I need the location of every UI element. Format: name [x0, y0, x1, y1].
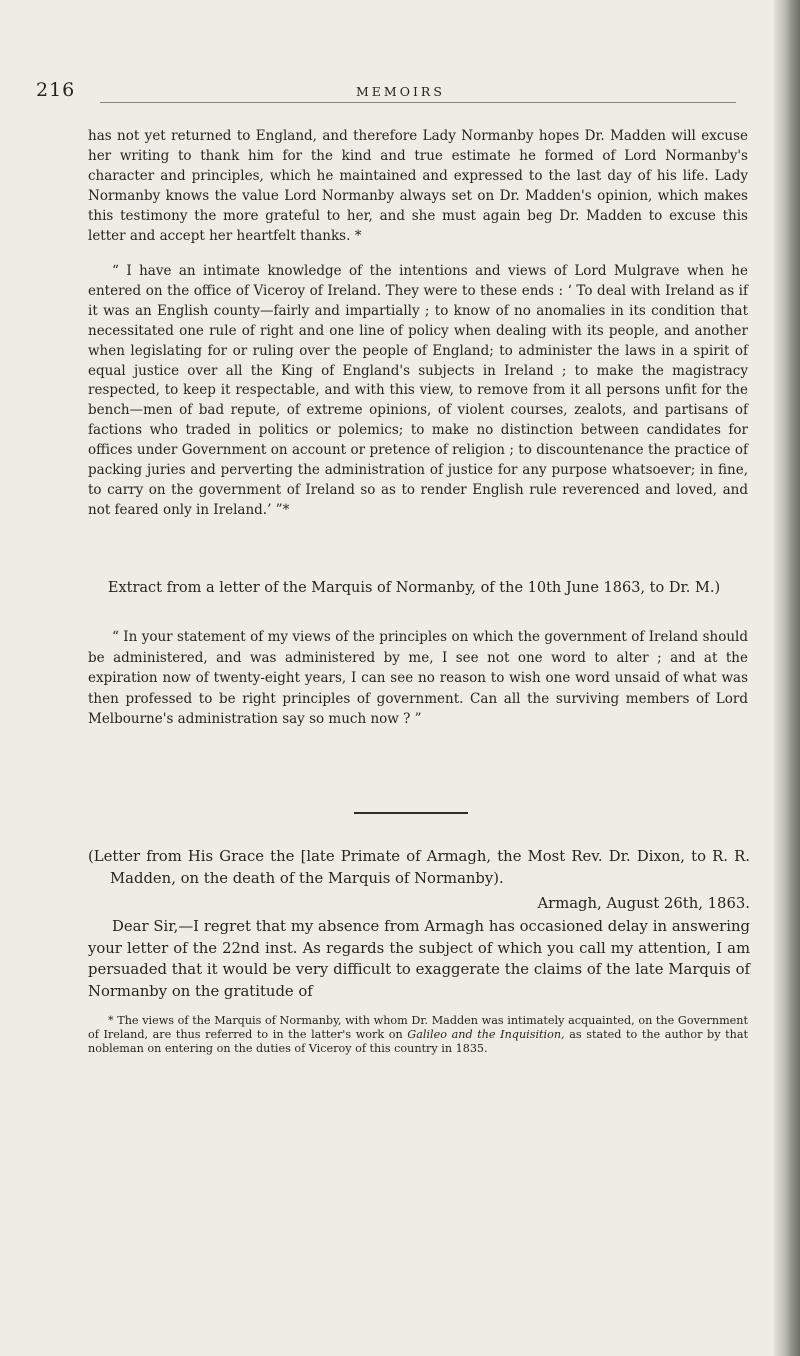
paragraph-lady-normanby: has not yet returned to England, and therefore Lady Normanby hopes Dr. Madden will excuse her writing to thank him for the kind and true estimate he formed of Lord Normanby's character and principles, which he maintained and expressed to the last day of his life. Lady Normanby knows the value Lord Normanby always set on Dr. Madden's opinion, which makes this testimony the more grateful to her, and she must again beg Dr. Madden to excuse this letter and accept her heartfelt thanks. * [88, 128, 748, 244]
page-number: 216 [36, 79, 76, 101]
letter-heading: (Letter from His Grace the [late Primate of Armagh, the Most Rev. Dr. Dixon, to R. R. Madden, on the death of the Marquis of Normanby). [88, 848, 750, 887]
footnote-text-end: as stated to the author by that nobleman on entering on the duties of Viceroy of this country in 1835. [88, 1028, 748, 1055]
section-divider [354, 812, 468, 814]
letter-dateline: Armagh, August 26th, 1863. [537, 895, 750, 912]
footnote-book-title: Galileo and the Inquisition, [407, 1028, 565, 1041]
paragraph-lord-mulgrave-quote: “ I have an intimate knowledge of the intentions and views of Lord Mulgrave when he entered on the office of Viceroy of Ireland. They were to these ends : ‘ To deal with Ireland as if it was an English county—fairly and impartially ; to know of no anomalies in its condition that necessitated one rule of right and one line of policy when dealing with its people, and another when legislating for or ruling over the people of England; to administer the laws in a spirit of equal justice over all the King of England's subjects in Ireland ; to make the magistracy respected, to keep it respectable, and with this view, to remove from it all persons unfit for the bench—men of bad repute, of extreme opinions, of violent courses, zealots, and partisans of factions who traded in politics or polemics; to make no distinction between candidates for offices under Government on account or pretence of religion ; to discountenance the practice of packing juries and perverting the administration of justice for any purpose whatsoever; in fine, to carry on the government of Ireland so as to render English rule reverenced and loved, and not feared only in Ireland.’ ”* [88, 263, 748, 518]
footnote [88, 1014, 748, 1056]
book-binding-edge [774, 0, 800, 1356]
paragraph-dixon-letter: Dear Sir,—I regret that my absence from Armagh has occasioned delay in answering your letter of the 22nd inst. As regards the subject of which you call my attention, I am persuaded that it would be very difficult to exaggerate the claims of the late Marquis of Normanby on the gratitude of [88, 918, 750, 1000]
paragraph-normanby-letter-quote: “ In your statement of my views of the principles on which the government of Ireland should be administered, and was administered by me, I see not one word to alter ; and at the expiration now of twenty-eight years, I can see no reason to wish one word unsaid of what was then professed to be right principles of government. Can all the surviving members of Lord Melbourne's administration say so much now ? ” [88, 629, 748, 728]
footnote-text-start: * The views of the Marquis of Normanby, with whom Dr. Madden was intimately acquainted, on the Government of Ireland, are thus referred to in the latter's work on [88, 1014, 748, 1041]
running-head: MEMOIRS [356, 84, 445, 99]
extract-heading: Extract from a letter of the Marquis of Normanby, of the 10th June 1863, to Dr. M.) [107, 580, 721, 596]
header-rule [100, 102, 736, 103]
